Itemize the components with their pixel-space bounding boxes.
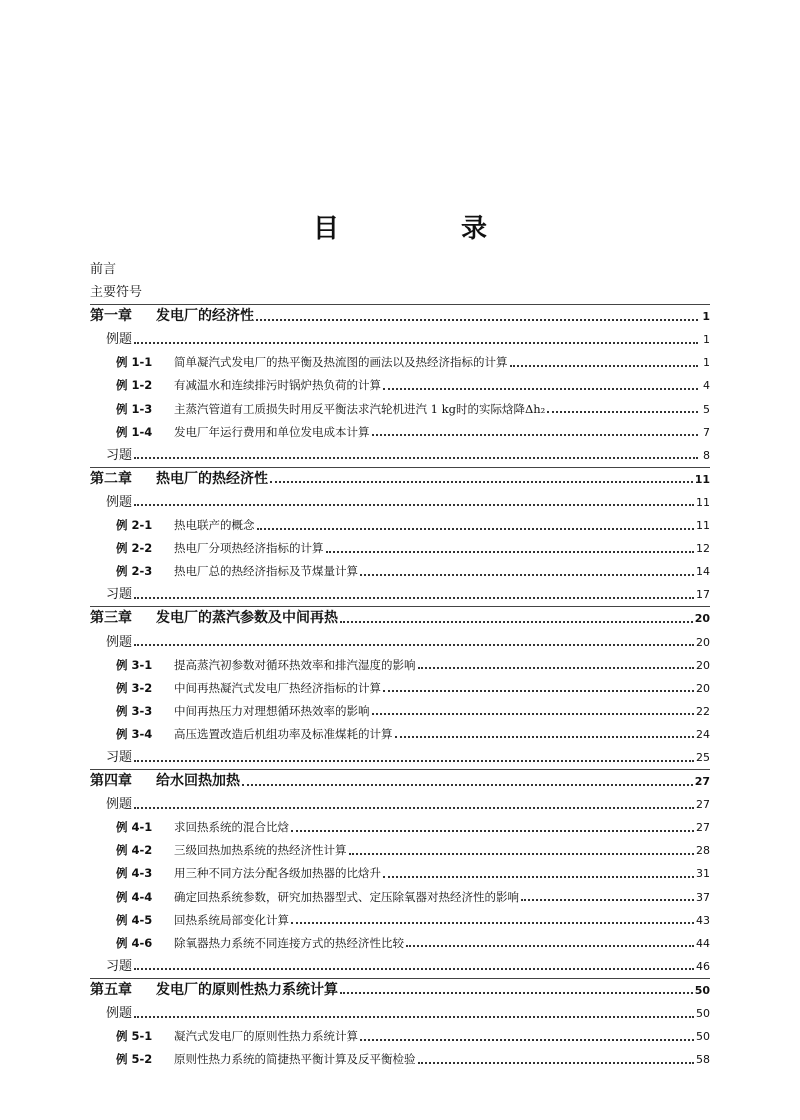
example-title: 高压选置改造后机组功率及标准煤耗的计算 — [174, 726, 393, 741]
example-title: 中间再热凝汽式发电厂热经济指标的计算 — [174, 680, 381, 695]
leader-dots — [291, 830, 694, 832]
leader-dots — [326, 551, 695, 553]
toc-chapters — [90, 304, 710, 1071]
page-number: 25 — [696, 750, 710, 764]
example-title: 热电厂分项热经济指标的计算 — [174, 541, 324, 556]
toc-example[interactable] — [90, 560, 710, 583]
example-title: 热电厂总的热经济指标及节煤量计算 — [174, 564, 358, 579]
page-number: 1 — [703, 356, 710, 370]
toc-example[interactable] — [90, 514, 710, 537]
example-heading — [116, 839, 347, 862]
page-number: 58 — [696, 1053, 710, 1067]
leader-dots — [383, 876, 694, 878]
leader-dots — [291, 922, 694, 924]
example-number: 例 1-3 — [116, 401, 153, 416]
example-title: 原则性热力系统的简捷热平衡计算及反平衡检验 — [174, 1052, 416, 1067]
leader-dots — [360, 1039, 694, 1041]
example-title: 简单凝汽式发电厂的热平衡及热流图的画法以及热经济指标的计算 — [174, 355, 508, 370]
example-title: 三级回热加热系统的热经济性计算 — [174, 843, 347, 858]
example-heading — [116, 677, 381, 700]
example-heading — [116, 537, 324, 560]
example-heading — [116, 398, 545, 421]
leader-dots — [418, 1062, 695, 1064]
toc-label: 前言 — [90, 262, 117, 277]
toc-front-preface[interactable] — [90, 258, 710, 281]
leader-dots — [134, 342, 698, 344]
example-heading — [116, 909, 289, 932]
leader-dots — [349, 853, 695, 855]
toc-example[interactable] — [90, 1048, 710, 1071]
toc-label: 主要符号 — [90, 285, 143, 301]
toc-example[interactable] — [90, 421, 710, 444]
page-number: 1 — [703, 333, 710, 347]
toc-chapter[interactable] — [90, 304, 710, 328]
leader-dots — [418, 667, 695, 669]
page-number: 4 — [703, 379, 710, 393]
example-number: 例 2-2 — [116, 541, 153, 556]
example-number: 例 3-2 — [116, 680, 153, 695]
example-heading — [116, 723, 393, 746]
table-of-contents — [90, 258, 710, 1071]
example-title: 有减温水和连续排污时锅炉热负荷的计算 — [174, 378, 381, 393]
page-number: 8 — [703, 448, 710, 462]
leader-dots — [242, 784, 693, 786]
example-heading — [116, 700, 370, 723]
leader-dots — [134, 807, 694, 809]
example-heading — [116, 351, 508, 374]
example-heading — [116, 654, 416, 677]
toc-front-symbols[interactable] — [90, 281, 710, 304]
example-title: 求回热系统的混合比焓 — [174, 820, 289, 835]
example-title: 除氧器热力系统不同连接方式的热经济性比较 — [174, 935, 404, 950]
example-number: 例 2-3 — [116, 564, 153, 579]
page-number: 5 — [703, 402, 710, 416]
toc-example[interactable] — [90, 909, 710, 932]
page-number: 7 — [703, 425, 710, 439]
leader-dots — [395, 736, 695, 738]
exercises-label: 习题 — [106, 447, 133, 463]
example-heading — [116, 1048, 416, 1071]
chapter-number: 第一章 — [90, 308, 132, 325]
leader-dots — [360, 574, 694, 576]
example-number: 例 3-1 — [116, 657, 153, 672]
page-number: 28 — [696, 844, 710, 858]
example-title: 凝汽式发电厂的原则性热力系统计算 — [174, 1029, 358, 1044]
page-number: 20 — [696, 635, 710, 649]
page-number: 37 — [696, 890, 710, 904]
page-number: 12 — [696, 542, 710, 556]
page-number: 44 — [696, 936, 710, 950]
toc-example[interactable] — [90, 374, 710, 397]
page-number: 17 — [696, 588, 710, 602]
leader-dots — [134, 968, 694, 970]
page-number: 27 — [696, 821, 710, 835]
chapter-heading — [90, 979, 338, 1002]
leader-dots — [134, 760, 694, 762]
toc-examples[interactable] — [90, 631, 710, 654]
chapter-heading — [90, 770, 240, 793]
example-heading — [116, 886, 519, 909]
toc-example[interactable] — [90, 700, 710, 723]
exercises-label: 习题 — [106, 958, 133, 974]
toc-chapter[interactable] — [90, 978, 710, 1002]
chapter-number: 第四章 — [90, 773, 132, 790]
toc-examples[interactable] — [90, 491, 710, 514]
page-number: 11 — [696, 519, 710, 533]
example-number: 例 1-2 — [116, 378, 153, 393]
leader-dots — [257, 528, 695, 530]
page-number: 11 — [694, 472, 710, 486]
toc-exercises[interactable] — [90, 583, 710, 606]
example-title: 用三种不同方法分配各级加热器的比焓升 — [174, 866, 381, 881]
examples-label: 例题 — [106, 797, 133, 813]
example-title: 热电联产的概念 — [174, 518, 255, 533]
example-title: 中间再热压力对理想循环热效率的影响 — [174, 703, 370, 718]
chapter-number: 第二章 — [90, 470, 132, 487]
example-number: 例 4-3 — [116, 866, 153, 881]
toc-exercises[interactable] — [90, 955, 710, 978]
chapter-heading — [90, 607, 338, 630]
example-title: 回热系统局部变化计算 — [174, 912, 289, 927]
chapter-title: 热电厂的热经济性 — [156, 470, 268, 487]
example-heading — [116, 862, 381, 885]
leader-dots — [134, 457, 698, 459]
example-title: 提高蒸汽初参数对循环热效率和排汽湿度的影响 — [174, 657, 416, 672]
chapter-title: 发电厂的蒸汽参数及中间再热 — [156, 610, 338, 627]
page-number: 24 — [696, 727, 710, 741]
chapter-title: 发电厂的经济性 — [156, 308, 254, 325]
page-number: 27 — [696, 798, 710, 812]
example-number: 例 5-2 — [116, 1052, 153, 1067]
chapter-title: 发电厂的原则性热力系统计算 — [156, 981, 338, 998]
toc-example[interactable] — [90, 1025, 710, 1048]
toc-exercises[interactable] — [90, 746, 710, 769]
page-number: 11 — [696, 495, 710, 509]
toc-chapter[interactable] — [90, 606, 710, 630]
page-number: 27 — [694, 775, 710, 789]
toc-example[interactable] — [90, 537, 710, 560]
toc-chapter[interactable] — [90, 769, 710, 793]
page-title: 目 录 — [312, 214, 535, 244]
leader-dots — [383, 690, 694, 692]
leader-dots — [270, 481, 693, 483]
example-heading — [116, 514, 255, 537]
page-number: 14 — [696, 565, 710, 579]
leader-dots — [406, 945, 694, 947]
leader-dots — [134, 644, 694, 646]
toc-example[interactable] — [90, 886, 710, 909]
leader-dots — [134, 1016, 694, 1018]
exercises-label: 习题 — [106, 749, 133, 765]
exercises-label: 习题 — [106, 587, 133, 603]
toc-exercises[interactable] — [90, 444, 710, 467]
toc-examples[interactable] — [90, 328, 710, 351]
toc-examples[interactable] — [90, 1002, 710, 1025]
page-number: 50 — [696, 1007, 710, 1020]
toc-chapter[interactable] — [90, 467, 710, 491]
leader-dots — [510, 365, 699, 367]
leader-dots — [134, 597, 694, 599]
example-number: 例 3-4 — [116, 726, 153, 741]
toc-example[interactable] — [90, 862, 710, 885]
examples-label: 例题 — [106, 634, 133, 650]
toc-example[interactable] — [90, 816, 710, 839]
example-heading — [116, 560, 358, 583]
page-number: 20 — [694, 612, 710, 626]
leader-dots — [340, 621, 693, 623]
example-title: 确定回热系统参数，研究加热器型式、定压除氧器对热经济性的影响 — [174, 889, 519, 904]
example-number: 例 5-1 — [116, 1029, 153, 1044]
page-number: 1 — [702, 310, 710, 324]
toc-example[interactable] — [90, 654, 710, 677]
leader-dots — [134, 504, 694, 506]
leader-dots — [340, 992, 693, 994]
leader-dots — [547, 411, 698, 413]
examples-label: 例题 — [106, 494, 133, 510]
example-heading — [116, 374, 381, 397]
example-heading — [116, 1025, 358, 1048]
example-number: 例 4-4 — [116, 889, 153, 904]
toc-example[interactable] — [90, 932, 710, 955]
toc-example[interactable] — [90, 398, 710, 421]
examples-label: 例题 — [106, 1006, 133, 1021]
page-number: 43 — [696, 913, 710, 927]
chapter-title: 给水回热加热 — [156, 773, 240, 790]
example-number: 例 4-5 — [116, 912, 153, 927]
leader-dots — [521, 899, 694, 901]
toc-example[interactable] — [90, 723, 710, 746]
example-heading — [116, 932, 404, 955]
page-number: 20 — [696, 658, 710, 672]
example-title: 主蒸汽管道有工质损失时用反平衡法求汽轮机进汽 1 kg时的实际焓降Δh₂ — [174, 401, 546, 416]
page-number: 46 — [696, 959, 710, 973]
example-number: 例 4-1 — [116, 820, 153, 835]
example-number: 例 2-1 — [116, 518, 153, 533]
chapter-heading — [90, 468, 268, 491]
leader-dots — [372, 713, 695, 715]
example-heading — [116, 421, 370, 444]
page-number: 20 — [696, 681, 710, 695]
toc-examples[interactable] — [90, 793, 710, 816]
leader-dots — [372, 434, 699, 436]
example-number: 例 4-6 — [116, 935, 153, 950]
example-number: 例 1-1 — [116, 355, 153, 370]
example-number: 例 4-2 — [116, 843, 153, 858]
page-number: 50 — [694, 983, 710, 997]
toc-example[interactable] — [90, 677, 710, 700]
page-number: 31 — [696, 867, 710, 881]
example-number: 例 3-3 — [116, 703, 153, 718]
leader-dots — [256, 319, 698, 321]
leader-dots — [383, 388, 698, 390]
toc-example[interactable] — [90, 839, 710, 862]
examples-label: 例题 — [106, 332, 133, 348]
example-heading — [116, 816, 289, 839]
example-number: 例 1-4 — [116, 424, 153, 439]
chapter-number: 第三章 — [90, 610, 132, 627]
page-number: 22 — [696, 704, 710, 718]
chapter-number: 第五章 — [90, 981, 132, 998]
toc-example[interactable] — [90, 351, 710, 374]
example-title: 发电厂年运行费用和单位发电成本计算 — [174, 424, 370, 439]
chapter-heading — [90, 305, 254, 328]
page-number: 50 — [696, 1030, 710, 1044]
